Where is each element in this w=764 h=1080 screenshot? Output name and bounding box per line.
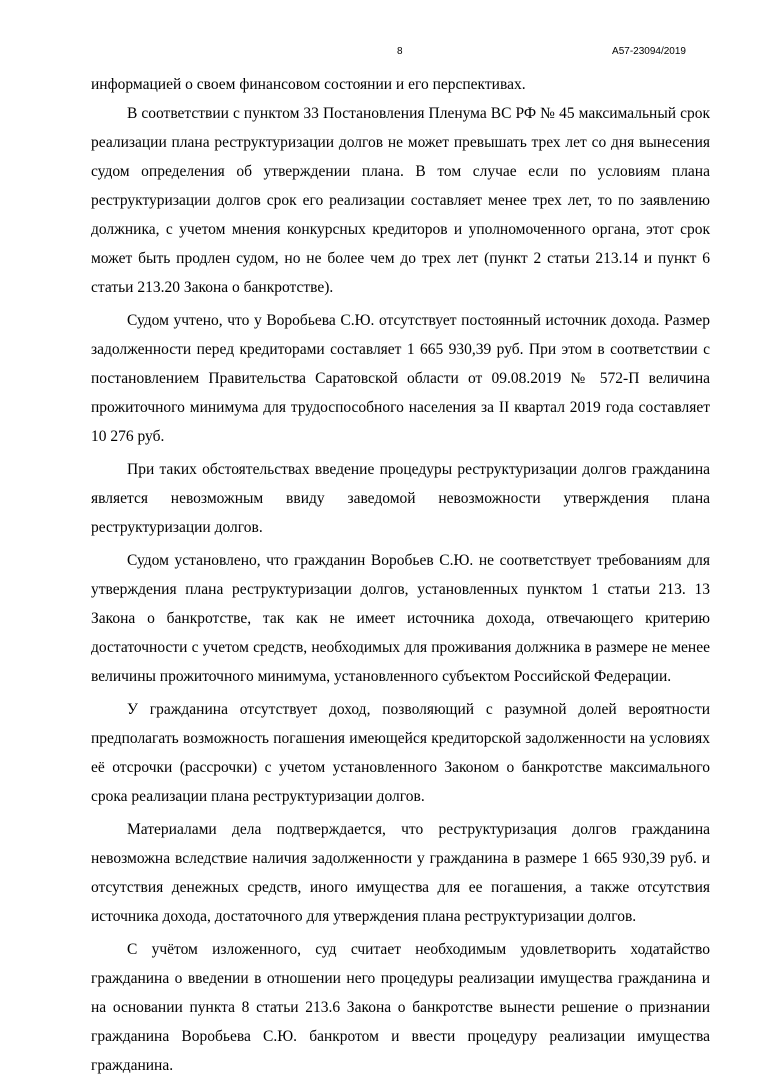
page-number: 8 [397, 46, 403, 57]
paragraph-court-decision: С учётом изложенного, суд считает необходимым удовлетворить ходатайство гражданина о введении в отношении него процедуры реализации имущества гражданина и на основании пункта 8 статьи 213.6 Закона о банкротстве вынести решение о признании гражданина Воробьева С.Ю. банкротом и ввести процедуру реализации имущества гражданина. [91, 941, 710, 1074]
document-body [91, 70, 710, 1080]
paragraph-plenum-reference: В соответствии с пунктом 33 Постановления Пленума ВС РФ № 45 максимальный срок реализации плана реструктуризации долгов не может превышать трех лет со дня вынесения судом определения об утверждении плана. В том случае если по условиям плана реструктуризации долгов срок его реализации составляет менее трех лет, то по заявлению должника, с учетом мнения конкурсных кредиторов и уполномоченного органа, этот срок может быть продлен судом, но не более чем до трех лет (пункт 2 статьи 213.14 и пункт 6 статьи 213.20 Закона о банкротстве). [91, 105, 710, 296]
paragraph-case-materials: Материалами дела подтверждается, что реструктуризация долгов гражданина невозможна вследствие наличия задолженности у гражданина в размере 1 665 930,39 руб. и отсутствия денежных средств, иного имущества для ее погашения, а также отсутствия источника дохода, достаточного для утверждения плана реструктуризации долгов. [91, 821, 710, 925]
paragraph-continuation: информацией о своем финансовом состоянии и его перспективах. [91, 76, 526, 93]
paragraph-restructuring-impossible: При таких обстоятельствах введение процедуры реструктуризации долгов гражданина является невозможным ввиду заведомой невозможности утверждения плана реструктуризации долгов. [91, 461, 710, 536]
paragraph-no-income: У гражданина отсутствует доход, позволяющий с разумной долей вероятности предполагать возможность погашения имеющейся кредиторской задолженности на условиях её отсрочки (рассрочки) с учетом установленного Законом о банкротстве максимального срока реализации плана реструктуризации долгов. [91, 701, 710, 805]
case-number: А57-23094/2019 [612, 46, 686, 57]
paragraph-court-findings: Судом установлено, что гражданин Воробьев С.Ю. не соответствует требованиям для утверждения плана реструктуризации долгов, установленных пунктом 1 статьи 213. 13 Закона о банкротстве, так как не имеет источника дохода, отвечающего критерию достаточности с учетом средств, необходимых для проживания должника в размере не менее величины прожиточного минимума, установленного субъектом Российской Федерации. [91, 552, 710, 685]
paragraph-debtor-income: Судом учтено, что у Воробьева С.Ю. отсутствует постоянный источник дохода. Размер задолженности перед кредиторами составляет 1 665 930,39 руб. При этом в соответствии с постановлением Правительства Саратовской области от 09.08.2019 № 572-П величина прожиточного минимума для трудоспособного населения за II квартал 2019 года составляет 10 276 руб. [91, 312, 710, 445]
